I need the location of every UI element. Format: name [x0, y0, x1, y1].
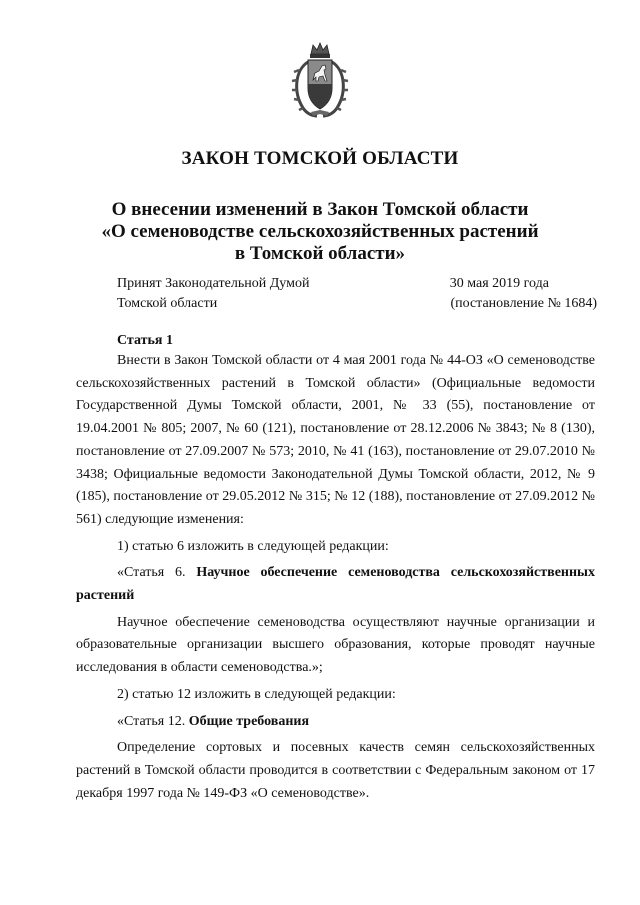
tomsk-coat-of-arms-icon [291, 40, 349, 118]
resolution-number: (постановление № 1684) [450, 296, 597, 311]
article-6-title: Научное обеспечение семеноводства сельскохозяйственных растений [76, 565, 595, 604]
article-12-prefix: «Статья 12. [117, 713, 189, 729]
law-subject [80, 199, 560, 265]
article-body [76, 350, 595, 805]
article-6-prefix: «Статья 6. [117, 565, 197, 581]
adopted-by-line: Принят Законодательной Думой [117, 276, 310, 291]
amendment-item-2: 2) статью 12 изложить в следующей редакции: [117, 686, 396, 702]
intro-paragraph: Внести в Закон Томской области от 4 мая 2001 года № 44-ОЗ «О семеноводстве сельскохозяйственных растений в Томской области» (Официальные ведомости Государственной Думы Томской области, 2001, № 33 (55), постановление от 19.04.2001 № 805; 2007, № 60 (121), постановление от 28.12.2006 № 3843; № 8 (130), постановление от 27.09.2007 № 573; 2010, № 41 (163), постановление от 29.07.2010 № 3438; Официальные ведомости Законодательной Думы Томской области, 2012, № 9 (185), постановление от 29.05.2012 № 315; № 12 (188), постановление от 27.09.2012 № 561) следующие изменения: [76, 353, 595, 527]
article-12-heading [76, 711, 595, 734]
article-12-title: Общие требования [188, 713, 310, 729]
subject-line: О внесении изменений в Закон Томской области [111, 199, 529, 220]
adopted-by [117, 274, 309, 314]
adopted-by-line: Томской области [117, 296, 218, 311]
amendment-item-1: 1) статью 6 изложить в следующей редакции: [117, 538, 389, 554]
subject-line: в Томской области» [234, 243, 406, 264]
adoption-date-block [450, 274, 597, 314]
article-heading: Статья 1 [117, 333, 173, 348]
article-6-text: Научное обеспечение семеноводства осуществляют научные организации и образовательные организации высшего образования, которые проводят научные исследования в области семеноводства.»; [76, 614, 595, 676]
subject-line: «О семеноводстве сельскохозяйственных растений [101, 221, 539, 242]
law-title: ЗАКОН ТОМСКОЙ ОБЛАСТИ [181, 148, 459, 169]
article-12-text: Определение сортовых и посевных качеств семян сельскохозяйственных растений в Томской области проводится в соответствии с Федеральным законом от 17 декабря 1997 года № 149-ФЗ «О семеноводстве». [76, 740, 595, 801]
adoption-date: 30 мая 2019 года [449, 276, 549, 291]
article-6-heading [76, 562, 595, 607]
